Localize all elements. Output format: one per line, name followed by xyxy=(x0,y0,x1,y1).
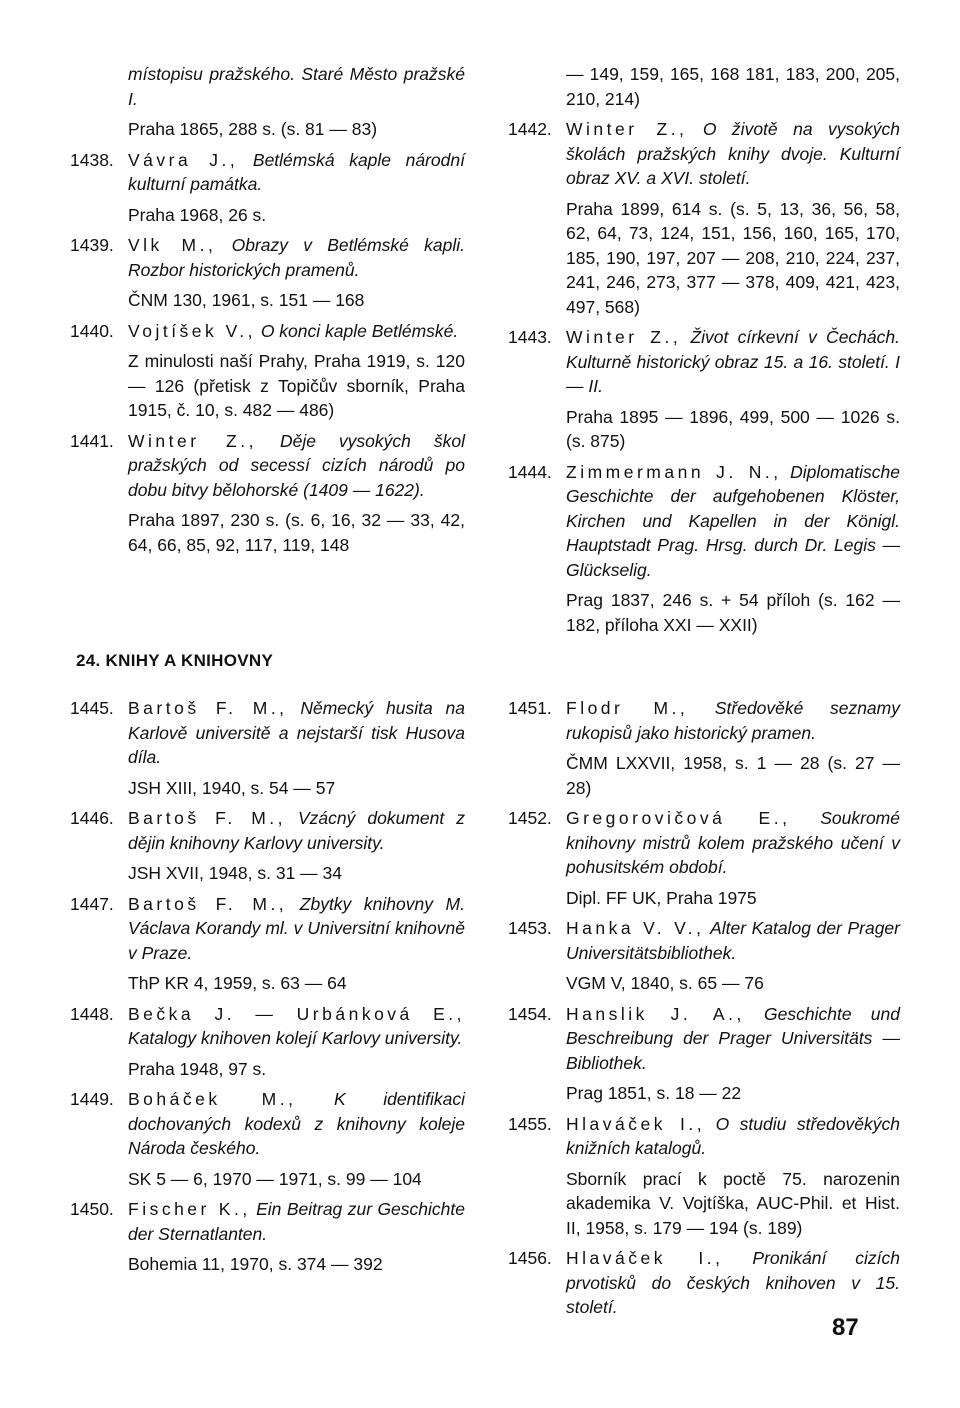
entry-citation xyxy=(128,892,465,966)
entry-citation xyxy=(128,1002,465,1051)
entry-body xyxy=(566,916,900,996)
entry-publication: — 149, 159, 165, 168 181, 183, 200, 205, 210, 214) xyxy=(566,64,900,109)
entry-citation xyxy=(128,233,465,282)
entry-body xyxy=(128,806,465,886)
entry-author: Flodr M., xyxy=(566,698,689,718)
entry-number: 1455. xyxy=(508,1113,552,1134)
entry-body xyxy=(566,117,900,319)
entry-publication: Praha 1897, 230 s. (s. 6, 16, 32 — 33, 42, 64, 66, 85, 92, 117, 119, 148 xyxy=(128,510,465,555)
entry-title: místopisu pražského. Staré Město pražské I. xyxy=(128,64,465,109)
entry-publication: Prag 1851, s. 18 — 22 xyxy=(566,1083,742,1103)
section-heading: 24. KNIHY A KNIHOVNY xyxy=(76,651,274,670)
column-bottom-left xyxy=(70,696,465,1283)
entry-author: Bartoš F. M., xyxy=(128,698,288,718)
bibliography-entry xyxy=(70,148,465,228)
entry-author: Vlk M., xyxy=(128,235,217,255)
entry-title: Soukromé knihovny mistrů kolem pražského učení v pohusitském období. xyxy=(566,808,900,877)
page-number: 87 xyxy=(832,1314,859,1341)
bibliography-entry xyxy=(508,62,900,111)
entry-title: Středověké seznamy rukopisů jako historický pramen. xyxy=(566,698,900,743)
entry-title: O konci kaple Betlémské. xyxy=(260,320,459,341)
entry-body xyxy=(566,696,900,800)
column-top-right xyxy=(508,62,900,643)
entry-number: 1443. xyxy=(508,327,552,347)
entry-number: 1450. xyxy=(70,1199,114,1219)
entry-publication: ČMM LXXVII, 1958, s. 1 — 28 (s. 27 — 28) xyxy=(566,753,900,798)
entry-publication: Praha 1948, 97 s. xyxy=(128,1058,267,1079)
entry-publication: Praha 1865, 288 s. (s. 81 — 83) xyxy=(128,119,378,139)
bibliography-entry xyxy=(508,1112,900,1241)
entry-title: Život církevní v Čechách. Kulturně historický obraz 15. a 16. století. I — II. xyxy=(566,327,900,396)
entry-title: Betlémská kaple národní kulturní památka. xyxy=(128,149,465,194)
entry-body xyxy=(128,1197,465,1277)
entry-publication: ThP KR 4, 1959, s. 63 — 64 xyxy=(128,973,347,993)
entry-author: Hanka V. V., xyxy=(566,918,705,938)
entry-publication: JSH XIII, 1940, s. 54 — 57 xyxy=(128,777,336,798)
entry-title: O studiu středověkých knižních katalogů. xyxy=(566,1113,900,1158)
entry-author: Fischer K., xyxy=(128,1199,251,1219)
entry-number: 1448. xyxy=(70,1003,114,1024)
entry-citation xyxy=(128,62,465,111)
entry-body xyxy=(566,1002,900,1106)
entry-publication: Sborník prací k poctě 75. narozenin akademika V. Vojtíška, AUC-Phil. et Hist. II, 1958, s. 179 — 194 (s. 189) xyxy=(566,1168,900,1238)
entry-citation xyxy=(128,696,465,770)
entry-number: 1453. xyxy=(508,918,552,938)
bibliography-entry xyxy=(70,696,465,800)
bibliography-entry xyxy=(508,325,900,454)
entry-author: Winter Z., xyxy=(566,119,688,139)
column-bottom-right xyxy=(508,696,900,1326)
entry-number: 1447. xyxy=(70,893,114,914)
entry-title: Vzácný dokument z dějin knihovny Karlovy university. xyxy=(128,808,465,853)
entry-number: 1441. xyxy=(70,430,114,451)
entry-author: Bečka J. — Urbánková E., xyxy=(128,1003,465,1024)
entry-publication: VGM V, 1840, s. 65 — 76 xyxy=(566,973,764,993)
entry-publication: Bohemia 11, 1970, s. 374 — 392 xyxy=(128,1254,383,1274)
bibliography-entry xyxy=(508,1002,900,1106)
bibliography-entry xyxy=(70,429,465,558)
bibliography-entry xyxy=(70,1002,465,1082)
entry-publication: Praha 1895 — 1896, 499, 500 — 1026 s. (s. 875) xyxy=(566,406,900,451)
entry-author: Gregorovičová E., xyxy=(566,808,791,828)
entry-body xyxy=(128,696,465,800)
entry-author: Winter Z., xyxy=(128,430,257,451)
entry-number: 1452. xyxy=(508,808,552,828)
entry-citation xyxy=(566,1112,900,1161)
entry-citation xyxy=(566,117,900,191)
entry-author: Hlaváček I., xyxy=(566,1248,724,1268)
entry-citation xyxy=(566,1246,900,1320)
entry-publication: Prag 1837, 246 s. + 54 příloh (s. 162 — 182, příloha XXI — XXII) xyxy=(566,590,900,635)
entry-title: Geschichte und Beschreibung der Prager Universitäts — Bibliothek. xyxy=(566,1003,900,1073)
entry-number: 1442. xyxy=(508,119,552,139)
entry-title: Katalogy knihoven kolejí Karlovy university. xyxy=(128,1028,463,1048)
entry-author: Zimmermann J. N., xyxy=(566,461,782,482)
entry-title: Pronikání cizích prvotisků do českých knihoven v 15. století. xyxy=(566,1248,900,1317)
entry-author: Vávra J., xyxy=(128,149,239,170)
bibliography-entry xyxy=(508,1246,900,1320)
bibliography-entry xyxy=(70,892,465,996)
entry-title: Ein Beitrag zur Geschichte der Sternatlanten. xyxy=(128,1199,465,1244)
entry-body xyxy=(566,1246,900,1320)
bibliography-entry xyxy=(70,1197,465,1277)
entry-title: Alter Katalog der Prager Universitätsbibliothek. xyxy=(566,918,900,963)
bibliography-entry xyxy=(70,233,465,313)
entry-citation xyxy=(566,1002,900,1076)
column-top-left xyxy=(70,62,465,563)
entry-body xyxy=(128,233,465,313)
entry-citation xyxy=(128,806,465,855)
bibliography-entry xyxy=(70,806,465,886)
entry-author: Vojtíšek V., xyxy=(128,320,256,341)
entry-author: Winter Z., xyxy=(566,327,682,347)
entry-title: Děje vysokých škol pražských od secessí cizích národů po dobu bitvy bělohorské (1409 — 1622). xyxy=(128,430,465,500)
entry-citation xyxy=(566,696,900,745)
entry-number: 1456. xyxy=(508,1248,552,1268)
entry-body xyxy=(566,325,900,454)
entry-body xyxy=(128,62,465,142)
entry-citation xyxy=(128,1197,465,1246)
entry-title: O životě na vysokých školách pražských knihy dvoje. Kulturní obraz XV. a XVI. století. xyxy=(566,119,900,188)
entry-body xyxy=(128,429,465,558)
entry-body xyxy=(128,319,465,423)
entry-title: K identifikaci dochovaných kodexů z knihovny koleje Národa českého. xyxy=(128,1089,465,1158)
entry-title: Německý husita na Karlově universitě a nejstarší tisk Husova díla. xyxy=(128,698,465,767)
entry-publication: JSH XVII, 1948, s. 31 — 34 xyxy=(128,863,342,883)
entry-citation xyxy=(128,319,465,344)
entry-number: 1449. xyxy=(70,1089,114,1109)
entry-author: Boháček M., xyxy=(128,1089,297,1109)
bibliography-entry xyxy=(70,62,465,142)
entry-title: Diplomatische Geschichte der aufgehobenen Klöster, Kirchen und Kapellen in der Königl. Hauptstadt Prag. Hrsg. durch Dr. Legis — Glückselig. xyxy=(566,461,900,580)
entry-number: 1454. xyxy=(508,1003,552,1024)
entry-body xyxy=(566,1112,900,1241)
entry-publication: Z minulosti naší Prahy, Praha 1919, s. 120 — 126 (přetisk z Topičův sborník, Praha 1915, č. 10, s. 482 — 486) xyxy=(128,351,465,420)
entry-number: 1438. xyxy=(70,149,114,170)
entry-publication: Praha 1968, 26 s. xyxy=(128,204,267,225)
bibliography-entry xyxy=(508,806,900,910)
entry-number: 1445. xyxy=(70,698,114,718)
entry-number: 1444. xyxy=(508,461,552,482)
entry-body xyxy=(128,1002,465,1082)
entry-body xyxy=(566,806,900,910)
entry-citation xyxy=(128,148,465,197)
bibliography-entry xyxy=(508,117,900,319)
entry-publication: ČNM 130, 1961, s. 151 — 168 xyxy=(128,290,365,310)
entry-citation xyxy=(128,1087,465,1161)
entry-body xyxy=(128,1087,465,1191)
bibliography-entry xyxy=(70,319,465,423)
entry-number: 1451. xyxy=(508,698,552,718)
entry-author: Hlaváček I., xyxy=(566,1113,706,1134)
entry-publication: Praha 1899, 614 s. (s. 5, 13, 36, 56, 58, 62, 64, 73, 124, 151, 156, 160, 165, 170, 185, 190, 197, 207 — 208, 210, 224, 237, 241, 246, 273, 377 — 378, 409, 421, 423, 497, 568) xyxy=(566,198,900,317)
entry-publication: SK 5 — 6, 1970 — 1971, s. 99 — 104 xyxy=(128,1168,422,1189)
entry-citation xyxy=(566,460,900,583)
bibliography-entry xyxy=(508,460,900,638)
entry-citation xyxy=(566,806,900,880)
entry-author: Bartoš F. M., xyxy=(128,893,288,914)
entry-author: Bartoš F. M., xyxy=(128,808,286,828)
bibliography-entry xyxy=(508,696,900,800)
entry-number: 1439. xyxy=(70,235,114,255)
entry-number: 1440. xyxy=(70,320,114,341)
entry-body xyxy=(566,62,900,111)
entry-title: Zbytky knihovny M. Václava Korandy ml. v Universitní knihovně v Praze. xyxy=(128,893,465,963)
bibliography-entry xyxy=(508,916,900,996)
entry-author: Hanslik J. A., xyxy=(566,1003,745,1024)
entry-publication: Dipl. FF UK, Praha 1975 xyxy=(566,887,757,908)
entry-citation xyxy=(566,325,900,399)
entry-number: 1446. xyxy=(70,808,114,828)
entry-title: Obrazy v Betlémské kapli. Rozbor historických pramenů. xyxy=(128,235,465,280)
entry-citation xyxy=(128,429,465,503)
entry-body xyxy=(128,148,465,228)
entry-body xyxy=(128,892,465,996)
bibliography-entry xyxy=(70,1087,465,1191)
entry-citation xyxy=(566,916,900,965)
entry-body xyxy=(566,460,900,638)
